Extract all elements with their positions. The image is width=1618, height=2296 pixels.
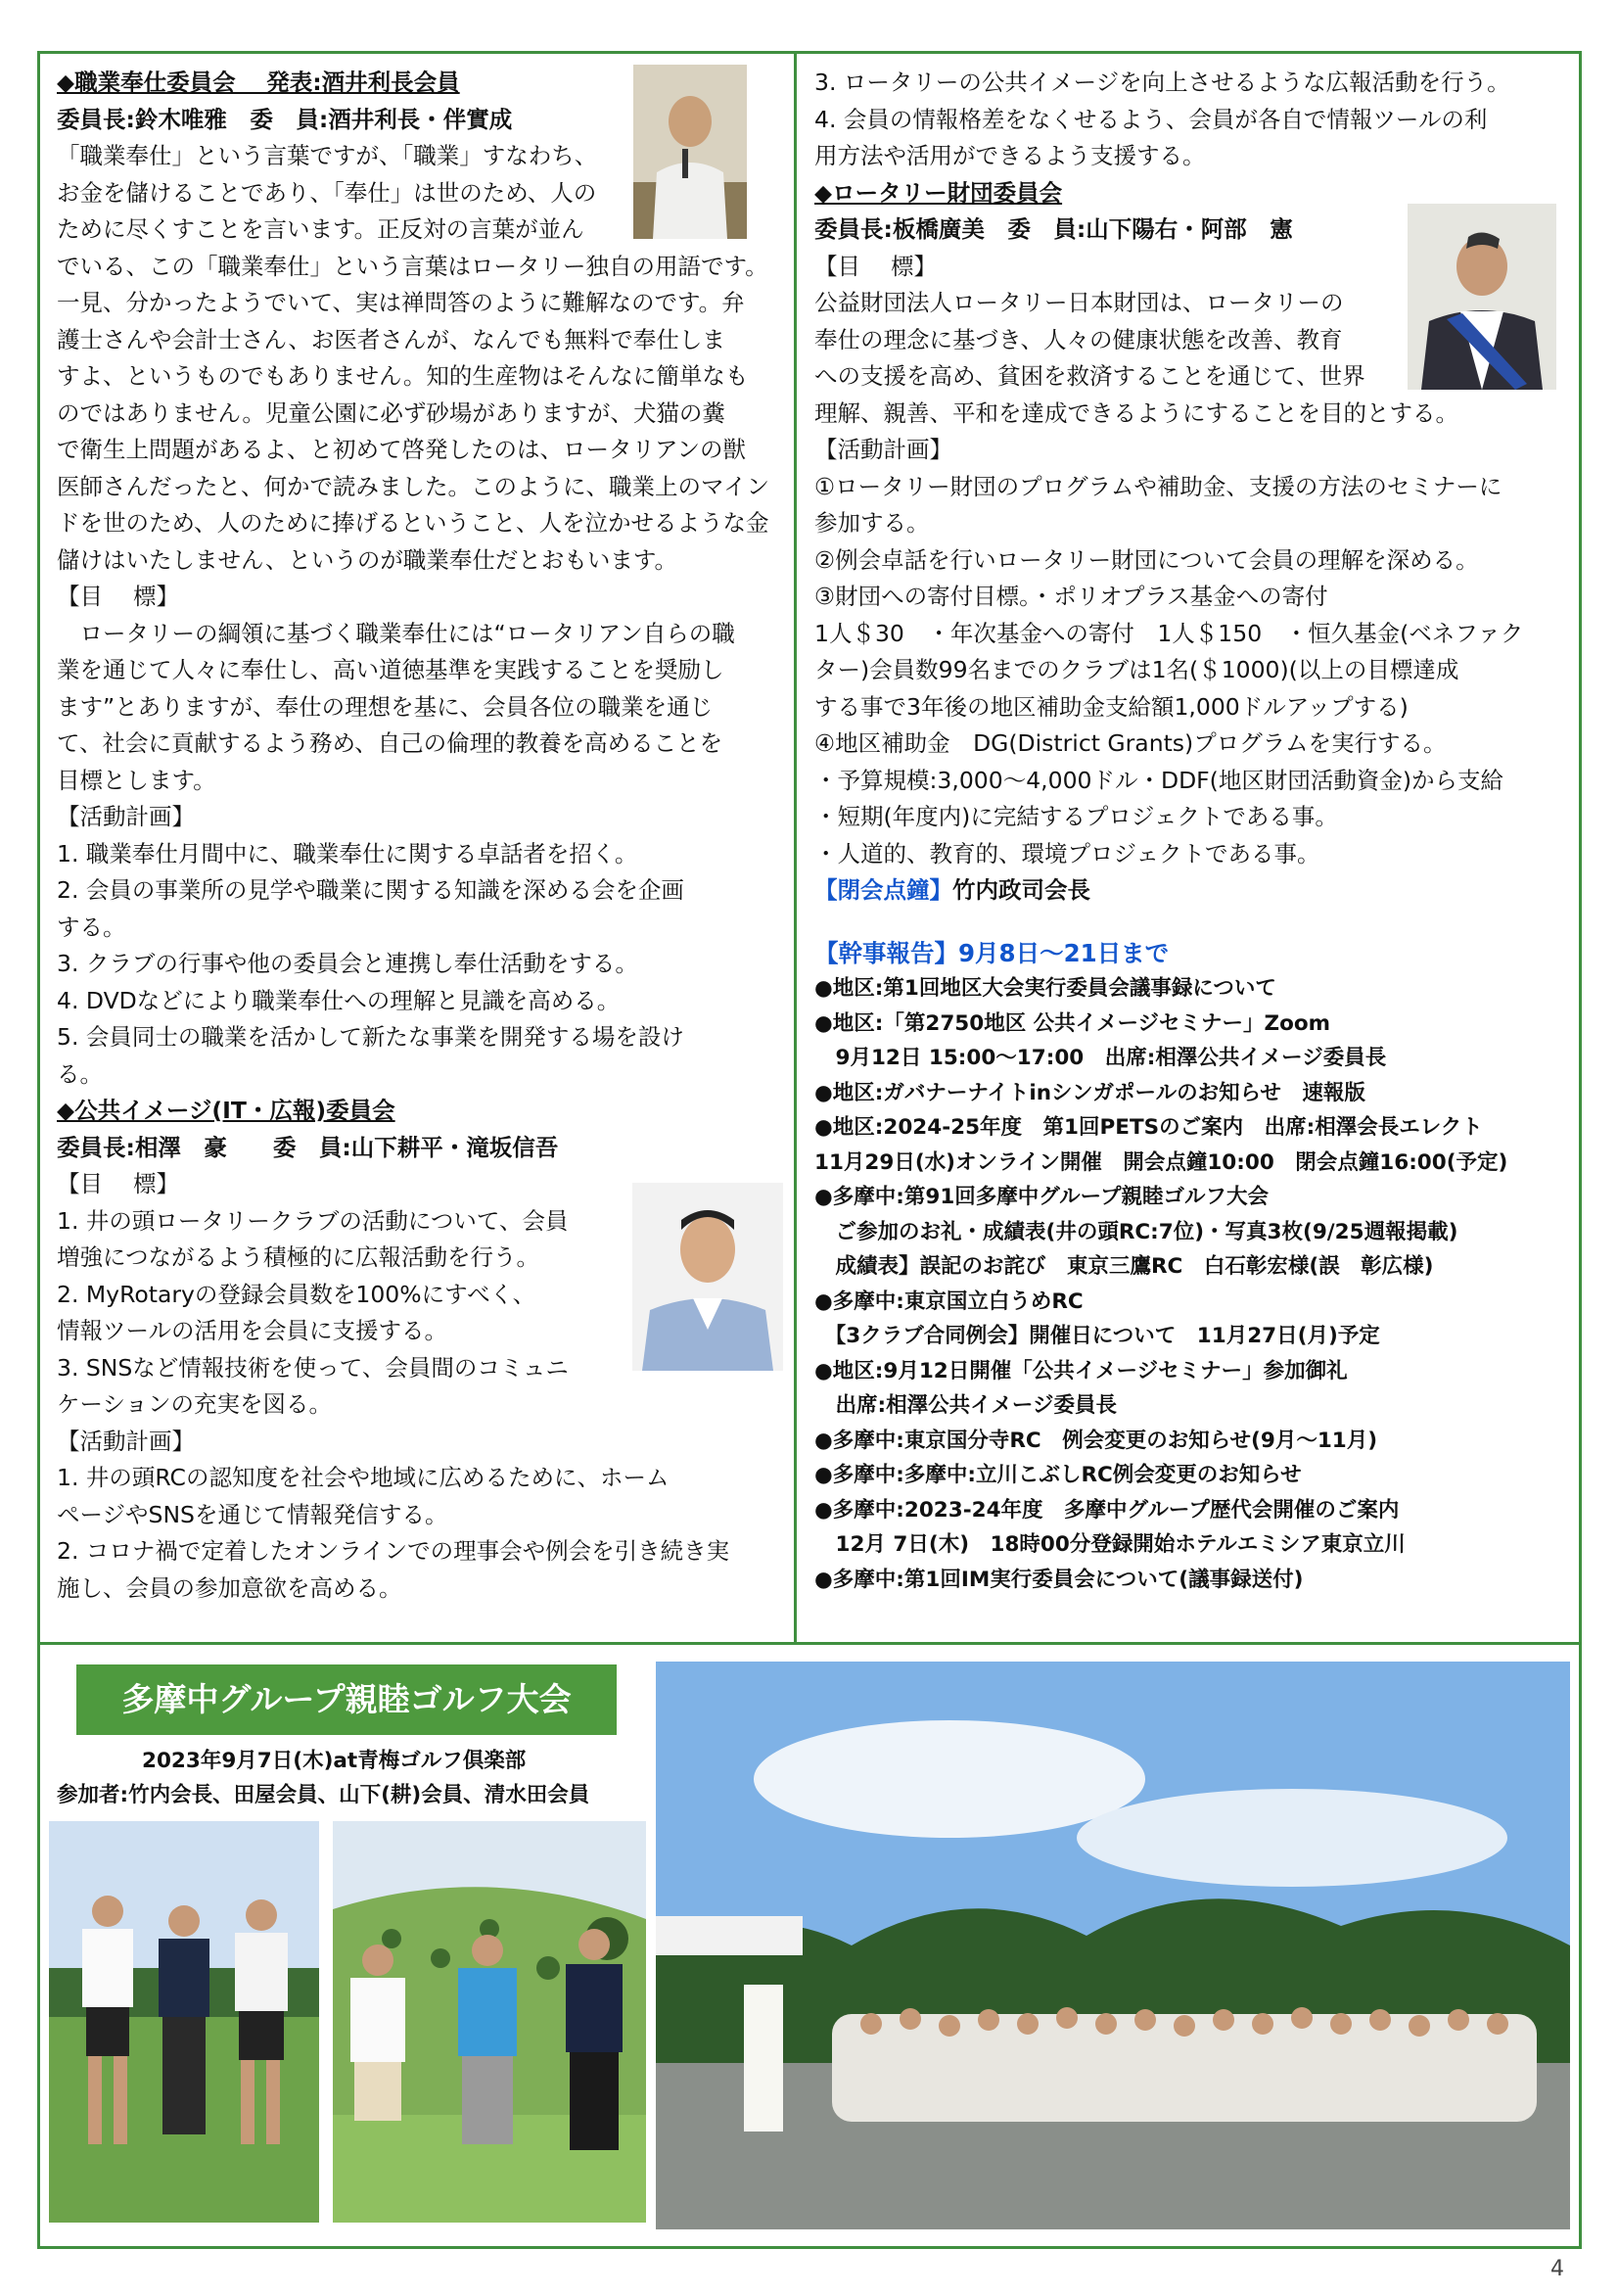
closing-bell-line xyxy=(814,872,1568,910)
left-column xyxy=(57,65,789,1607)
left-text-line: でいる、この「職業奉仕」という言葉はロータリー独自の用語です。 xyxy=(57,252,768,280)
left-text-line: 業を通じて人々に奉仕し、高い道徳基準を実践することを奨励し xyxy=(57,656,724,683)
left-text-line: 2. コロナ禍で定着したオンラインでの理事会や例会を引き続き実 xyxy=(57,1537,730,1565)
left-text-line: のではありません。児童公園に必ず砂場がありますが、犬猫の糞 xyxy=(57,398,725,427)
right-text-line: する事で3年後の地区補助金支給額1,000ドルアップする) xyxy=(814,692,1409,721)
golf-participants-caption: 参加者:竹内会長、田屋会員、山下(耕)会員、清水田会員 xyxy=(57,1783,590,1807)
right-text-line: ・人道的、教育的、環境プロジェクトである事。 xyxy=(814,839,1320,867)
report-item: 9月12日 15:00～17:00 出席:相澤公共イメージ委員長 xyxy=(814,1046,1387,1070)
left-text-line: すよ、というものでもありません。知的生産物はそんなに簡単なも xyxy=(57,362,749,390)
report-item: ●地区:「第2750地区 公共イメージセミナー」Zoom xyxy=(814,1010,1331,1036)
right-text-line: 理解、親善、平和を達成できるようにすることを目的とする。 xyxy=(814,398,1458,427)
golf-photo-2 xyxy=(333,1821,646,2223)
left-text-line: 1. 井の頭RCの認知度を社会や地域に広めるために、ホーム xyxy=(57,1464,670,1491)
left-text-line: ◆公共イメージ(IT・広報)委員会 xyxy=(57,1097,395,1124)
left-text-line: 【目 標】 xyxy=(57,583,179,610)
left-text-line: 委員長:相澤 豪 委 員:山下耕平・滝坂信吾 xyxy=(57,1133,559,1161)
report-item: 出席:相澤公共イメージ委員長 xyxy=(814,1393,1117,1418)
right-text-line: ②例会卓話を行いロータリー財団について会員の理解を深める。 xyxy=(814,545,1479,574)
right-text-line: ③財団への寄付目標。・ポリオプラス基金への寄付 xyxy=(814,583,1328,610)
portrait-photo-sakai xyxy=(633,65,747,239)
golf-photo-1 xyxy=(49,1821,319,2223)
left-text-line: ロータリーの綱領に基づく職業奉仕には“ロータリアン自らの職 xyxy=(57,619,735,647)
left-text-line: 5. 会員同士の職業を活かして新たな事業を開発する場を設け xyxy=(57,1023,684,1051)
right-text-line: への支援を高め、貧困を救済することを通じて、世界 xyxy=(814,362,1365,390)
left-text-line: 儲けはいたしません、というのが職業奉仕だとおもいます。 xyxy=(57,545,678,574)
report-item: ご参加のお礼・成績表(井の頭RC:7位)・写真3枚(9/25週報掲載) xyxy=(814,1219,1458,1244)
left-text-line: 1. 井の頭ロータリークラブの活動について、会員 xyxy=(57,1206,569,1235)
left-text-line: 【活動計画】 xyxy=(57,803,195,830)
right-body xyxy=(814,65,1568,872)
right-text-line: 3. ロータリーの公共イメージを向上させるような広報活動を行う。 xyxy=(814,69,1510,96)
left-text-line: ます”とありますが、奉仕の理想を基に、会員各位の職業を通じ xyxy=(57,692,714,721)
report-item: ●多摩中:東京国立白うめRC xyxy=(814,1289,1084,1314)
left-text-line: 3. クラブの行事や他の委員会と連携し奉仕活動をする。 xyxy=(57,950,638,977)
portrait-photo-aizawa xyxy=(632,1183,783,1371)
right-text-line: 【目 標】 xyxy=(814,252,937,280)
right-text-line: ター)会員数99名までのクラブは1名(＄1000)(以上の目標達成 xyxy=(814,656,1459,683)
page-number: 4 xyxy=(1550,2257,1564,2281)
left-text-line: 1. 職業奉仕月間中に、職業奉仕に関する卓話者を招く。 xyxy=(57,839,638,867)
right-text-line: 委員長:板橋廣美 委 員:山下陽右・阿部 憲 xyxy=(814,215,1293,243)
left-text-line: 目標とします。 xyxy=(57,766,216,794)
left-text-line: ために尽くすことを言います。正反対の言葉が並ん xyxy=(57,215,584,243)
left-text-line: て、社会に貢献するよう務め、自己の倫理的教養を高めることを xyxy=(57,729,723,757)
right-text-line: ・短期(年度内)に完結するプロジェクトである事。 xyxy=(814,803,1338,830)
left-text-line: で衛生上問題があるよ、と初めて啓発したのは、ロータリアンの獣 xyxy=(57,436,747,463)
report-item: ●多摩中:東京国分寺RC 例会変更のお知らせ(9月～11月) xyxy=(814,1428,1378,1453)
left-text-line: 【活動計画】 xyxy=(57,1427,195,1455)
left-text-line: 施し、会員の参加意欲を高める。 xyxy=(57,1573,402,1602)
secretary-report-list xyxy=(814,971,1568,1597)
right-text-line: 公益財団法人ロータリー日本財団は、ロータリーの xyxy=(814,289,1344,316)
left-text-line: 委員長:鈴木唯雅 委 員:酒井利長・伴實成 xyxy=(57,105,513,133)
portrait-photo-itabashi xyxy=(1408,204,1556,390)
closing-bell-label: 【閉会点鐘】 xyxy=(814,876,952,904)
left-text-line: ケーションの充実を図る。 xyxy=(57,1390,333,1418)
report-item: 11月29日(水)オンライン開催 開会点鐘10:00 閉会点鐘16:00(予定) xyxy=(814,1149,1508,1175)
left-text-line: 4. DVDなどにより職業奉仕への理解と見識を高める。 xyxy=(57,986,621,1014)
left-text-line: ◆職業奉仕委員会 発表:酒井利長会員 xyxy=(57,69,460,96)
golf-group-photo xyxy=(656,1662,1570,2229)
left-text-line: 【目 標】 xyxy=(57,1170,179,1197)
left-text-line: する。 xyxy=(57,913,126,941)
left-text-line: お金を儲けることであり、「奉仕」は世のため、人の xyxy=(57,178,597,207)
report-item: ●多摩中:2023-24年度 多摩中グループ歴代会開催のご案内 xyxy=(814,1497,1400,1523)
closing-bell-name: 竹内政司会長 xyxy=(952,876,1090,904)
left-text-line: る。 xyxy=(57,1059,103,1088)
right-text-line: ・予算規模:3,000～4,000ドル・DDF(地区財団活動資金)から支給 xyxy=(814,766,1504,794)
left-text-line: 2. 会員の事業所の見学や職業に関する知識を深める会を企画 xyxy=(57,876,684,904)
right-text-line: 用方法や活用ができるよう支援する。 xyxy=(814,142,1206,169)
right-text-line: 参加する。 xyxy=(814,509,930,537)
left-text-line: 3. SNSなど情報技術を使って、会員間のコミュニ xyxy=(57,1353,569,1382)
secretary-report-title: 【幹事報告】9月8日～21日まで xyxy=(814,938,1170,967)
right-text-line: 4. 会員の情報格差をなくせるよう、会員が各自で情報ツールの利 xyxy=(814,105,1488,133)
left-text-line: 一見、分かったようでいて、実は禅問答のように難解なのです。弁 xyxy=(57,289,745,316)
report-item: ●地区:9月12日開催「公共イメージセミナー」参加御礼 xyxy=(814,1358,1348,1383)
left-text-line: 2. MyRotaryの登録会員数を100%にすべく、 xyxy=(57,1280,536,1308)
report-item: ●地区:第1回地区大会実行委員会議事録について xyxy=(814,976,1276,1001)
left-text-line: 医師さんだったと、何かで読みました。このように、職業上のマイン xyxy=(57,472,770,500)
left-text-line: 増強につながるよう積極的に広報活動を行う。 xyxy=(57,1243,540,1271)
report-item: 成績表】誤記のお詫び 東京三鷹RC 白石彰宏様(誤 彰広様) xyxy=(814,1254,1434,1279)
report-item: ●地区:ガバナーナイトinシンガポールのお知らせ 速報版 xyxy=(814,1080,1365,1105)
left-text-line: 情報ツールの活用を会員に支援する。 xyxy=(57,1317,448,1344)
right-text-line: 1人＄30 ・年次基金への寄付 1人＄150 ・恒久基金(ベネファク xyxy=(814,619,1524,647)
right-text-line: 【活動計画】 xyxy=(814,436,952,463)
report-item: ●地区:2024-25年度 第1回PETSのご案内 出席:相澤会長エレクト xyxy=(814,1115,1483,1140)
right-text-line: ①ロータリー財団のプログラムや補助金、支援の方法のセミナーに xyxy=(814,472,1502,500)
left-text-line: ページやSNSを通じて情報発信する。 xyxy=(57,1500,448,1528)
report-item: ●多摩中:第91回多摩中グループ親睦ゴルフ大会 xyxy=(814,1185,1270,1209)
left-text-line: ドを世のため、人のために捧げるということ、人を泣かせるような金 xyxy=(57,509,769,537)
left-text-line: 「職業奉仕」という言葉ですが、「職業」すなわち、 xyxy=(57,142,598,169)
left-text-line: 護士さんや会計士さん、お医者さんが、なんでも無料で奉仕しま xyxy=(57,325,725,353)
right-text-line: 奉仕の理念に基づき、人々の健康状態を改善、教育 xyxy=(814,325,1343,353)
report-item: 【3クラブ合同例会】開催日について 11月27日(月)予定 xyxy=(814,1324,1380,1348)
report-item: 12月 7日(木) 18時00分登録開始ホテルエミシア東京立川 xyxy=(814,1532,1406,1557)
golf-banner: 多摩中グループ親睦ゴルフ大会 xyxy=(76,1664,617,1735)
golf-date-caption: 2023年9月7日(木)at青梅ゴルフ倶楽部 xyxy=(142,1749,527,1773)
right-text-line: ◆ロータリー財団委員会 xyxy=(814,178,1063,207)
report-item: ●多摩中:多摩中:立川こぶしRC例会変更のお知らせ xyxy=(814,1463,1302,1487)
report-item: ●多摩中:第1回IM実行委員会について(議事録送付) xyxy=(814,1567,1304,1592)
column-divider xyxy=(794,51,797,1645)
right-text-line: ④地区補助金 DG(District Grants)プログラムを実行する。 xyxy=(814,729,1447,757)
